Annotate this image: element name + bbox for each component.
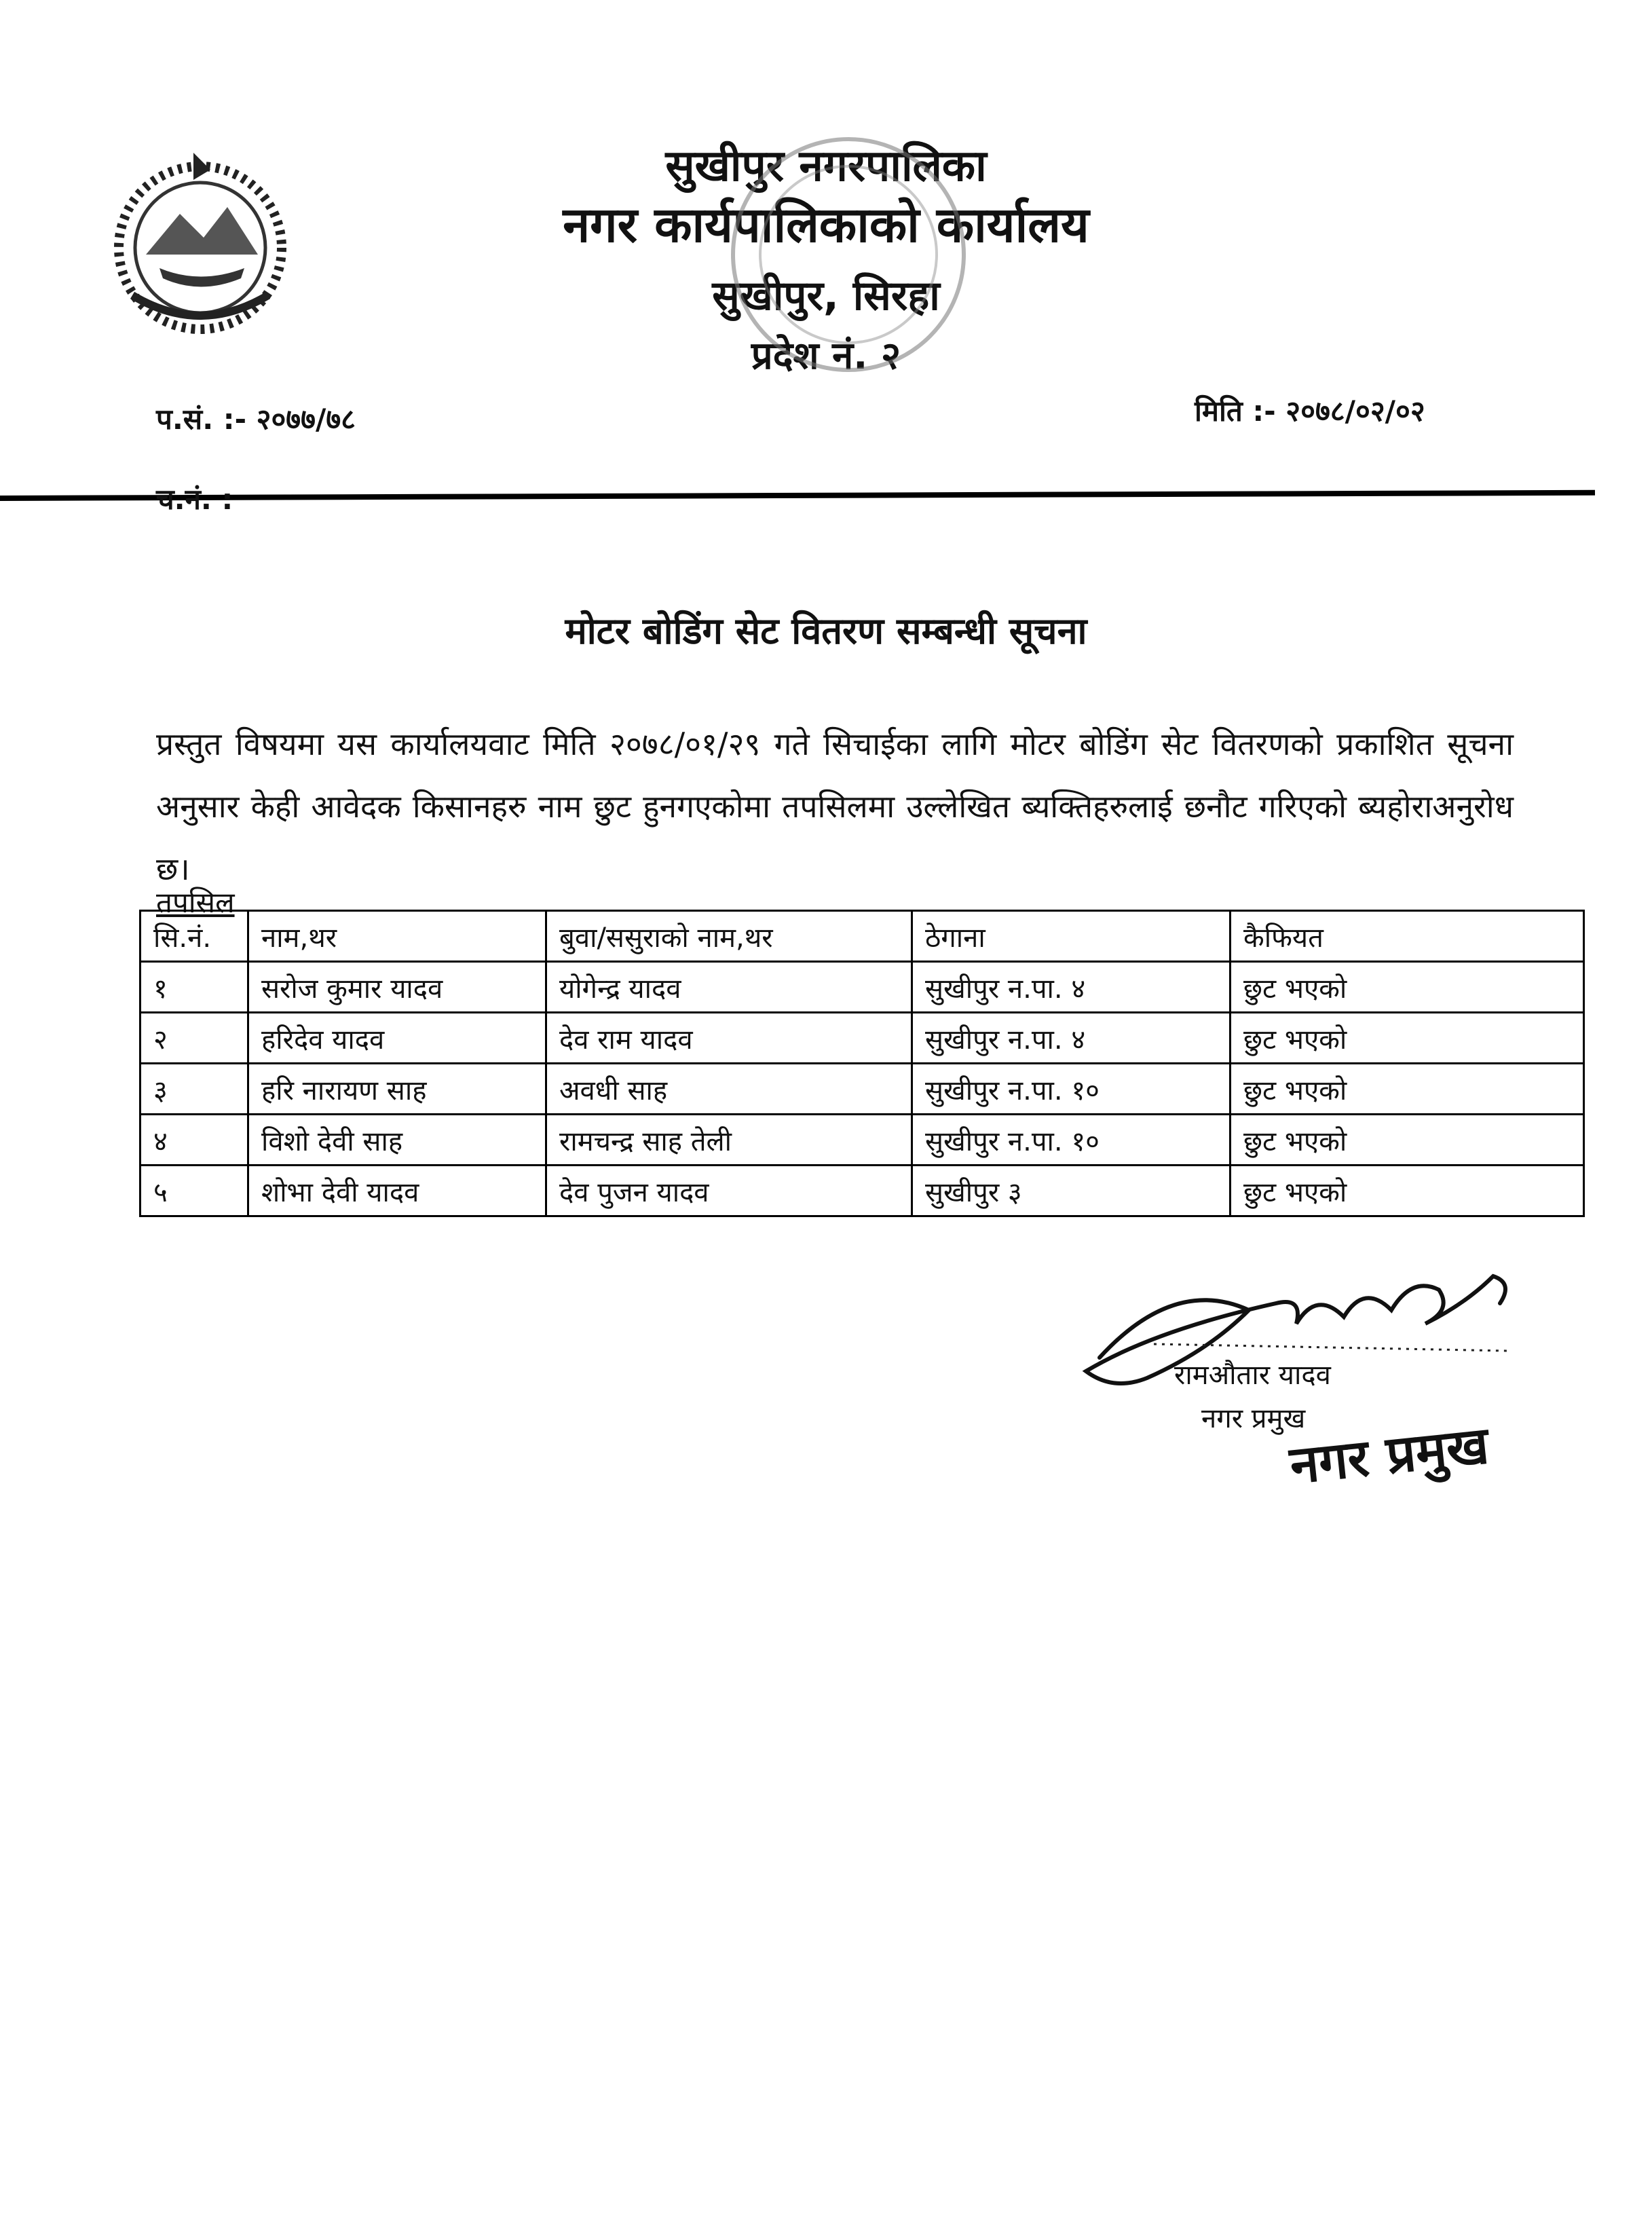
col-name-header: नाम,थर: [248, 911, 546, 962]
name-cell: सरोज कुमार यादव: [248, 962, 546, 1013]
table-row: [140, 1115, 1584, 1166]
remarks-cell: छुट भएको: [1231, 1115, 1584, 1166]
notice-title: मोटर बोडिंग सेट वितरण सम्बन्धी सूचना: [565, 610, 1087, 652]
address-cell: सुखीपुर न.पा. ४: [912, 962, 1231, 1013]
remarks-cell: छुट भएको: [1231, 962, 1584, 1013]
details-label: तपसिल: [156, 886, 235, 919]
address-cell: सुखीपुर न.पा. ४: [912, 1013, 1231, 1064]
table-row: [140, 1166, 1584, 1216]
name-cell: हरि नारायण साह: [248, 1064, 546, 1115]
office-location: सुखीपुर, सिरहा: [712, 272, 940, 320]
municipality-name: सुखीपुर नगरपालिका: [665, 141, 987, 191]
table-row: [140, 1064, 1584, 1115]
province-number: प्रदेश नं. २: [751, 334, 901, 378]
serial-cell: ३: [140, 1064, 248, 1115]
father-name-cell: योगेन्द्र यादव: [546, 962, 912, 1013]
office-name: नगर कार्यपालिकाको कार्यालय: [563, 196, 1089, 253]
dispatch-number: च.नं. :: [156, 483, 233, 516]
table-row: [140, 962, 1584, 1013]
notice-body: प्रस्तुत विषयमा यस कार्यालयवाट मिति २०७८/०१/२९ गते सिचाईका लागि मोटर बोडिंग सेट वितरणको प्रकाशित सूचना अनुसार केही आवेदक किसानहरु नाम छुट हुनगएकोमा तपसिलमा उल्लेखित ब्यक्तिहरुलाई छनौट गरिएको ब्यहोराअनुरोध छ।: [156, 726, 1514, 887]
name-cell: शोभा देवी यादव: [248, 1166, 546, 1216]
col-serial-header: सि.नं.: [140, 911, 248, 962]
remarks-cell: छुट भएको: [1231, 1166, 1584, 1216]
name-cell: हरिदेव यादव: [248, 1013, 546, 1064]
remarks-cell: छुट भएको: [1231, 1013, 1584, 1064]
father-name-cell: अवधी साह: [546, 1064, 912, 1115]
header-divider: [0, 490, 1595, 501]
designation-stamp: नगर प्रमुख: [1287, 1414, 1492, 1496]
beneficiary-table: [139, 910, 1585, 1217]
remarks-cell: छुट भएको: [1231, 1064, 1584, 1115]
address-cell: सुखीपुर न.पा. १०: [912, 1064, 1231, 1115]
signer-title: नगर प्रमुख: [1201, 1403, 1306, 1434]
serial-cell: २: [140, 1013, 248, 1064]
signer-name: रामऔतार यादव: [1174, 1360, 1331, 1391]
issue-date: मिति :- २०७८/०२/०२: [1195, 394, 1425, 428]
name-cell: विशो देवी साह: [248, 1115, 546, 1166]
serial-cell: १: [140, 962, 248, 1013]
col-father-name-header: बुवा/ससुराको नाम,थर: [546, 911, 912, 962]
reference-number: प.सं. :- २०७७/७८: [156, 403, 356, 436]
table-header-row: [140, 911, 1584, 962]
address-cell: सुखीपुर न.पा. १०: [912, 1115, 1231, 1166]
office-seal-stamp-icon: [706, 126, 991, 384]
table-row: [140, 1013, 1584, 1064]
father-name-cell: देव पुजन यादव: [546, 1166, 912, 1216]
address-cell: सुखीपुर ३: [912, 1166, 1231, 1216]
col-address-header: ठेगाना: [912, 911, 1231, 962]
father-name-cell: रामचन्द्र साह तेली: [546, 1115, 912, 1166]
serial-cell: ४: [140, 1115, 248, 1166]
col-remarks-header: कैफियत: [1231, 911, 1584, 962]
father-name-cell: देव राम यादव: [546, 1013, 912, 1064]
serial-cell: ५: [140, 1166, 248, 1216]
